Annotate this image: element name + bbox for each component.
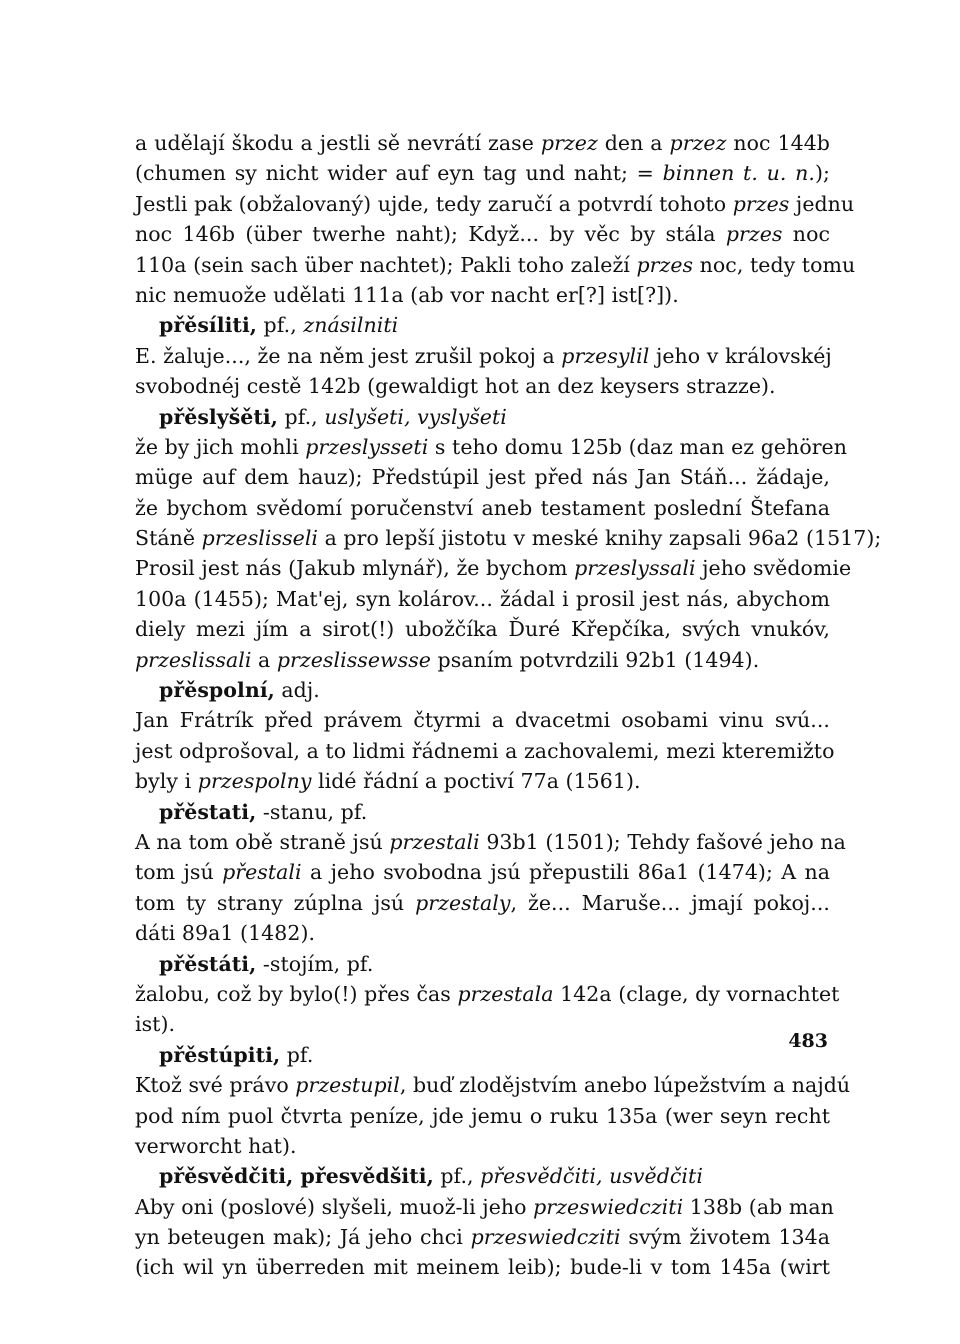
italic-form: przespolny [197, 769, 312, 794]
text-line [135, 1252, 830, 1282]
text-segment: tom ty strany zúplna jsú [135, 890, 416, 915]
italic-form: przesylil [561, 343, 650, 368]
text-line [135, 280, 830, 310]
text-segment: že by jich mohli [135, 434, 306, 459]
headword: přěspolní, [159, 678, 275, 703]
text-segment: den a [597, 131, 670, 155]
text-line [135, 918, 830, 948]
italic-form: przeswiedcziti [470, 1225, 621, 1250]
entry-headword-line [135, 675, 830, 705]
text-segment: yn beteugen mak); Já jeho chci [135, 1225, 471, 1250]
text-segment: Ktož své právo [135, 1073, 296, 1098]
text-segment: -stojím, pf. [256, 951, 374, 976]
text-segment: pf., [433, 1164, 481, 1189]
text-segment: E. žaluje..., že na něm jest zrušil pokoj a [135, 343, 562, 368]
text-segment: žalobu, což by bylo(!) přes čas [135, 981, 458, 1006]
text-segment: Aby oni (poslové) slyšeli, muož-li jeho [135, 1194, 534, 1219]
italic-form: przes [725, 222, 783, 247]
text-segment: müge auf dem hauz); Předstúpil jest před nás Jan Stáň... žádaje, [135, 465, 830, 490]
text-line [135, 614, 830, 644]
text-line [135, 1070, 851, 1100]
headword: přěstati, [159, 799, 257, 824]
text-line [135, 219, 830, 249]
italic-form: přesvědčiti, usvědčiti [480, 1164, 703, 1189]
page-number: 483 [788, 1030, 828, 1052]
text-segment: Jestli pak (obžalovaný) ujde, tedy zaručí a potvrdí tohoto [135, 191, 733, 216]
headword: přěsvědčiti, přesvědšiti, [159, 1164, 434, 1189]
text-line [135, 341, 830, 371]
text-segment: 93b1 (1501); Tehdy fašové jeho na [479, 829, 846, 854]
text-segment: , že... Maruše... jmají pokoj... [510, 890, 831, 915]
text-segment: adj. [274, 678, 320, 703]
text-segment: 100a (1455); Mat'ej, syn kolárov... žádal i prosil jest nás, abychom [135, 586, 830, 611]
text-segment: A na tom obě straně jsú [135, 829, 390, 854]
headword: přěstáti, [159, 951, 257, 976]
text-segment: jest odprošoval, a to lidmi řádnemi a zachovalemi, mezi kteremižto [135, 738, 835, 763]
text-segment: a jeho svobodna jsú přepustili 86a1 (1474); A na [301, 860, 830, 885]
text-segment: tom jsú [135, 860, 223, 885]
text-line [135, 553, 852, 583]
text-segment: byly i [135, 769, 198, 794]
text-segment: nic nemuože udělati 111a (ab vor nacht er[?] ist[?]). [135, 282, 679, 307]
text-segment: pf. [280, 1042, 314, 1067]
text-segment: 138b (ab man [683, 1194, 834, 1219]
text-segment: verworcht hat). [135, 1133, 297, 1158]
text-line [135, 493, 830, 523]
italic-form: przeslissali [135, 647, 252, 672]
text-segment: , buď zlodějstvím anebo lúpežstvím a najdú [399, 1073, 851, 1098]
text-line [135, 827, 846, 857]
text-line [135, 128, 830, 158]
text-segment: a [251, 647, 277, 672]
text-segment: diely mezi jím a sirot(!) ubožčíka Ďuré Křepčíka, svých vnukóv, [135, 617, 830, 642]
text-segment: Jan Frátrík před právem čtyrmi a dvacetmi osobami vinu svú... [135, 708, 830, 733]
text-segment: 110a (sein sach über nachtet); Pakli toho zaleží [135, 252, 637, 277]
text-segment: psaním potvrdzili 92b1 (1494). [430, 647, 760, 672]
headword: přěsíliti, [159, 313, 257, 338]
text-segment: že bychom svědomí poručenství aneb testament poslední Štefana [135, 495, 830, 520]
entry-headword-line [135, 797, 830, 827]
italic-form: przes [636, 252, 694, 277]
headword: přěstúpiti, [159, 1042, 281, 1067]
italic-form: uslyšeti, vyslyšeti [324, 404, 507, 429]
text-line [135, 432, 847, 462]
text-segment: svobodnéj cestě 142b (gewaldigt hot an dez keysers strazze). [135, 374, 776, 399]
text-segment: (chumen sy nicht wider auf eyn tag und naht; = [135, 161, 663, 186]
text-segment: a udělají škodu a jestli sě nevrátí zase [135, 131, 541, 155]
text-segment: -stanu, pf. [256, 799, 368, 824]
text-line [135, 1009, 830, 1039]
text-segment: lidé řádní a poctiví 77a (1561). [311, 769, 641, 794]
italic-form: przeslyssali [574, 556, 696, 581]
text-line [135, 1192, 834, 1222]
text-segment: pf., [256, 313, 304, 338]
entry-headword-line [135, 949, 830, 979]
text-line [135, 523, 882, 553]
text-segment: pod ním puol čtvrta peníze, jde jemu o ruku 135a (wer seyn recht [135, 1103, 830, 1128]
italic-form: przestaly [415, 890, 511, 915]
text-segment: noc [782, 222, 830, 247]
italic-form: přestali [222, 860, 302, 885]
text-line [135, 857, 830, 887]
text-segment: pf., [277, 404, 325, 429]
text-line [135, 736, 835, 766]
text-segment: (ich wil yn überreden mit meinem leib); bude-li v tom 145a (wirt [135, 1255, 830, 1280]
italic-form: przeslissewsse [276, 647, 431, 672]
italic-form: przestala [457, 981, 554, 1006]
italic-form: przeslisseli [201, 526, 319, 551]
text-segment: Stáně [135, 526, 202, 551]
text-segment: svým životem 134a [620, 1225, 830, 1250]
text-line [135, 645, 830, 675]
italic-form: przestali [389, 829, 480, 854]
italic-form: binnen t. u. n. [662, 161, 815, 186]
text-segment: ist). [135, 1012, 176, 1037]
text-line [135, 189, 855, 219]
headword: přěslyšěti, [159, 404, 278, 429]
text-segment: s teho domu 125b (daz man ez gehören [428, 434, 847, 459]
italic-form: przez [540, 131, 598, 155]
dictionary-page-body [135, 128, 882, 1283]
entry-headword-line [135, 1040, 830, 1070]
text-line [135, 158, 830, 188]
italic-form: przez [669, 131, 727, 155]
text-segment: 142a (clage, dy vornachtet [553, 981, 840, 1006]
text-segment: jeho svědomie [695, 556, 852, 581]
text-line [135, 462, 830, 492]
italic-form: przestupil [295, 1073, 400, 1098]
text-line [135, 705, 830, 735]
italic-form: przeswiedcziti [533, 1194, 684, 1219]
italic-form: przeslysseti [305, 434, 429, 459]
text-segment: dáti 89a1 (1482). [135, 921, 316, 946]
text-segment: noc 144b [726, 131, 830, 155]
italic-form: przes [732, 191, 790, 216]
text-segment: a pro lepší jistotu v meské knihy zapsali 96a2 (1517); [318, 526, 882, 551]
text-line [135, 371, 830, 401]
text-line [135, 250, 856, 280]
entry-headword-line [135, 1161, 830, 1191]
text-segment: Prosil jest nás (Jakub mlynář), že bychom [135, 556, 575, 581]
text-segment: noc 146b (über twerhe naht); Když... by věc by stála [135, 222, 726, 247]
text-segment: jednu [789, 191, 855, 216]
text-line [135, 979, 840, 1009]
text-line [135, 1101, 830, 1131]
text-segment: ); [814, 161, 830, 186]
text-line [135, 1131, 830, 1161]
italic-form: znásilniti [303, 313, 399, 338]
text-segment: noc, tedy tomu [693, 252, 856, 277]
text-line [135, 584, 830, 614]
entry-headword-line [135, 402, 830, 432]
text-segment: jeho v královskéj [649, 343, 832, 368]
text-line [135, 888, 830, 918]
text-line [135, 1222, 830, 1252]
entry-headword-line [135, 310, 830, 340]
text-line [135, 766, 830, 796]
